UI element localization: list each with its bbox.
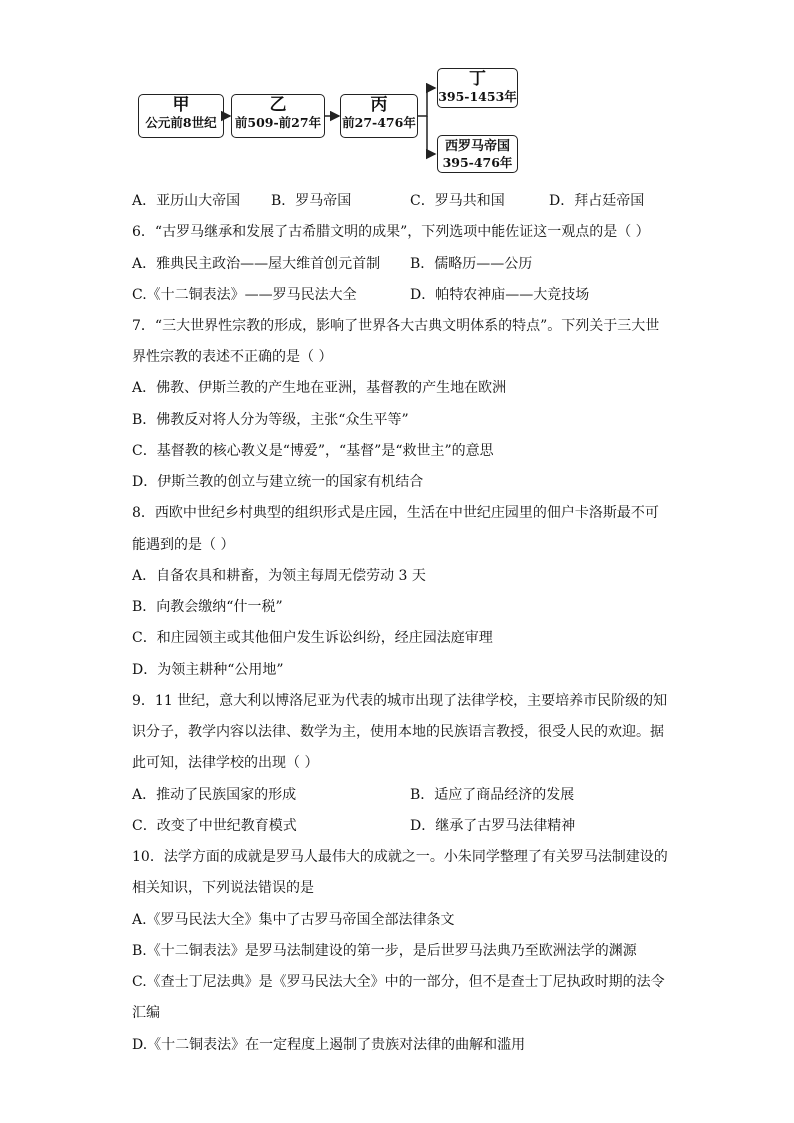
- q9-option-d: D．继承了古罗马法律精神: [410, 818, 576, 834]
- q5-option-c: C．罗马共和国: [410, 193, 505, 209]
- q10-option-a: A.《罗马民法大全》集中了古罗马帝国全部法律条文: [132, 912, 455, 928]
- q5-option-d: D．拜占廷帝国: [549, 193, 645, 209]
- q6-stem: 6．“古罗马继承和发展了古希腊文明的成果”，下列选项中能佐证这一观点的是（ ）: [132, 224, 650, 240]
- q10-option-b: B.《十二铜表法》是罗马法制建设的第一步，是后世罗马法典乃至欧洲法学的渊源: [132, 943, 637, 959]
- q8-option-b: B．向教会缴纳“什一税”: [132, 599, 283, 615]
- q9-option-a: A．推动了民族国家的形成: [132, 787, 297, 803]
- box-bing-date: 前27-476年: [342, 115, 416, 130]
- box-ding-name: 丁: [469, 69, 486, 89]
- arrow-bing-west: [427, 116, 435, 154]
- q8-option-c: C．和庄园领主或其他佃户发生诉讼纠纷，经庄园法庭审理: [132, 630, 493, 646]
- q7-stem-line2: 界性宗教的表述不正确的是（ ）: [132, 349, 333, 365]
- q6-option-a: A．雅典民主政治——屋大维首创元首制: [132, 256, 381, 272]
- box-west-rome-name: 西罗马帝国: [444, 139, 510, 154]
- q5-option-a: A．亚历山大帝国: [132, 193, 241, 209]
- q5-option-b: B．罗马帝国: [271, 193, 352, 209]
- q9-stem-line3: 此可知，法律学校的出现（ ）: [132, 755, 319, 771]
- q10-stem-line2: 相关知识，下列说法错误的是: [132, 880, 314, 896]
- q6-option-c: C.《十二铜表法》——罗马民法大全: [132, 287, 357, 303]
- q9-option-c: C．改变了中世纪教育模式: [132, 818, 297, 834]
- q8-stem-line1: 8．西欧中世纪乡村典型的组织形式是庄园，生活在中世纪庄园里的佃户卡洛斯最不可: [132, 505, 659, 521]
- q9-option-b: B．适应了商品经济的发展: [410, 787, 575, 803]
- box-yi-name: 乙: [269, 95, 287, 115]
- q7-stem-line1: 7．“三大世界性宗教的形成，影响了世界各大古典文明体系的特点”。下列关于三大世: [132, 318, 660, 334]
- q7-option-b: B．佛教反对将人分为等级，主张“众生平等”: [132, 412, 409, 428]
- arrow-bing-ding: [418, 88, 435, 116]
- box-west-rome-date: 395-476年: [442, 155, 513, 170]
- diagram-arrows: [0, 0, 794, 200]
- box-jia-name: 甲: [172, 95, 190, 115]
- q10-option-c-line2: 汇编: [132, 1005, 160, 1021]
- q10-option-d: D.《十二铜表法》在一定程度上遏制了贵族对法律的曲解和滥用: [132, 1037, 526, 1053]
- q8-option-a: A．自备农具和耕畜，为领主每周无偿劳动 3 天: [132, 568, 426, 584]
- q7-option-d: D．伊斯兰教的创立与建立统一的国家有机结合: [132, 474, 424, 490]
- q8-stem-line2: 能遇到的是（ ）: [132, 537, 235, 553]
- box-ding-date: 395-1453年: [438, 89, 517, 104]
- q10-option-c-line1: C.《查士丁尼法典》是《罗马民法大全》中的一部分，但不是查士丁尼执政时期的法令: [132, 974, 665, 990]
- box-bing-name: 丙: [370, 95, 388, 115]
- q10-stem-line1: 10．法学方面的成就是罗马人最伟大的成就之一。小朱同学整理了有关罗马法制建设的: [132, 849, 668, 865]
- q6-option-d: D．帕特农神庙——大竞技场: [410, 287, 590, 303]
- box-yi-date: 前509-前27年: [234, 115, 322, 130]
- q8-option-d: D．为领主耕种“公用地”: [132, 662, 284, 678]
- q6-option-b: B．儒略历——公历: [410, 256, 533, 272]
- q9-stem-line2: 识分子，教学内容以法律、数学为主，使用本地的民族语言教授，很受人民的欢迎。据: [132, 724, 664, 740]
- q9-stem-line1: 9．11 世纪，意大利以博洛尼亚为代表的城市出现了法律学校，主要培养市民阶级的知: [132, 693, 668, 709]
- box-jia-date: 公元前8世纪: [145, 115, 217, 130]
- q7-option-a: A．佛教、伊斯兰教的产生地在亚洲，基督教的产生地在欧洲: [132, 380, 507, 396]
- q7-option-c: C．基督教的核心教义是“博爱”，“基督”是“救世主”的意思: [132, 443, 494, 459]
